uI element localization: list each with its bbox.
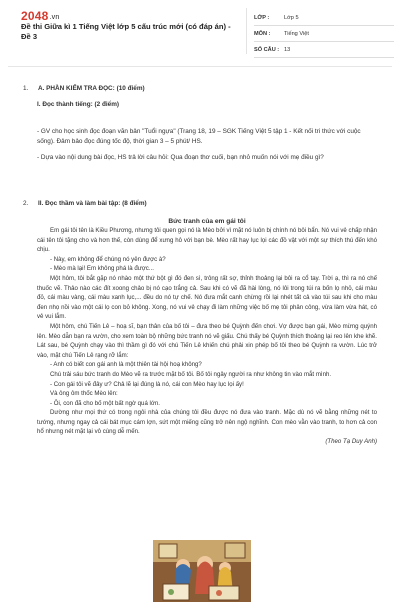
meta-value: Tiếng Việt [284,31,309,37]
story-paragraph: - Mèo mà lại! Em không phá là được... [50,265,154,273]
page-title: Đề thi Giữa kì 1 Tiếng Việt lớp 5 cấu trúc mới (có đáp án) - Đề 3 [21,22,231,41]
story-title: Bức tranh của em gái tôi [168,218,246,225]
story-paragraph: - Này, em không để chúng nó yên được à? [50,255,166,263]
logo-number: 2048 [21,9,49,23]
meta-row-subject [254,28,394,44]
story-text [37,226,377,447]
story-paragraph: Một hôm, chú Tiến Lê – hoạ sĩ, bạn thân của bố tôi – đưa theo bé Quỳnh đến chơi. Vợ được bạn gái, Mèo mừng quýnh lên. Mèo dẫn bạn ra vườn, cho xem toàn bộ những bức tranh nó vẽ giấu. Chú thấy bé Quỳnh thích thoảng lại reo lên khe khẽ. Lát sau, bé Quỳnh chạy vào thì thầm gì đó với chú Tiến Lê khiến chú phải xin phép bố tôi theo bé Quỳnh ra vườn. Lúc trở vào, mặt chú Tiến Lê rạng rỡ lắm: [37,322,377,359]
instruction-paragraph: - Dựa vào nội dung bài đọc, HS trả lời câu hỏi: Qua đoạn thơ cuối, bạn nhỏ muốn nói với mẹ điều gì? [37,154,324,161]
question-number: 2. [23,200,29,207]
meta-rule [254,57,394,58]
meta-info [254,12,394,60]
story-paragraph: Em gái tôi tên là Kiều Phương, nhưng tôi quen gọi nó là Mèo bởi vì mặt nó luôn bị chính nó bôi bẩn. Nó vui vẻ chấp nhận cái tên tôi tặng cho và hơn thế, còn dùng để xưng hô với bạn bè. Mèo rất hay lục lọi các đồ vật với một sự thích thú đến khó chịu. [37,227,377,254]
story-paragraph: - Ôi, con đã cho bố một bất ngờ quá lớn. [50,399,160,407]
section-heading: II. Đọc thầm và làm bài tập: (8 điểm) [38,200,147,207]
header-bottom-divider [8,66,392,67]
story-paragraph: - Anh có biết con gái anh là một thiên tài hội hoạ không? [50,361,202,369]
section-heading: A. PHẦN KIỂM TRA ĐỌC: (10 điểm) [38,85,145,92]
meta-rule [254,41,394,42]
header-divider [246,8,247,54]
meta-label: LỚP : [254,15,270,21]
story-paragraph: Chú trải sáu bức tranh do Mèo vẽ ra trước mặt bố tôi. Bố tôi ngây người ra như không tin vào mắt mình. [50,370,332,378]
question-number: 1. [23,85,29,92]
story-illustration [153,540,251,602]
meta-row-class [254,12,394,28]
meta-rule [254,25,394,26]
story-paragraph: - Con gái tôi vẽ đây ư? Chả lẽ lại đúng là nó, cái con Mèo hay lục lọi ấy! [50,380,244,388]
story-paragraph: Dường như mọi thứ có trong ngôi nhà của chúng tôi đều được nó đưa vào tranh. Mặc dù nó vẽ bằng những nét to tướng, nhưng ngay cả cái bát mục cám lợn, sứt một miếng cũng trở nên ngộ nghĩnh. Con mèo vằn vào tranh, to hơn cả con hổ nhưng nét mặt lại vô cùng dễ mến. [37,409,377,436]
story-paragraph: Và ông ôm thốc Mèo lên: [50,390,118,398]
logo-domain: .vn [49,14,60,21]
story-paragraph: Một hôm, tôi bắt gặp nó nhào một thứ bột gì đó đen sì, trông rất sợ, thỉnh thoảng lại bôi ra cổ tay. Trời ạ, thì ra nó chế thuốc vẽ. Thảo nào các đít xoong chảo bị nó cạo trắng cả. Sau khi có vẽ đã hài lòng, nó lôi trong túi ra bốn lọ nhỏ, cái màu đỏ, cái màu vàng, cái màu xanh lục,... đều do nó tự chế. Nó đưa mắt canh chừng rồi lại nhét tất cả vào túi sau khi cho màu đen nhọ nồi vào một cái lọ con bỏ không. Xong, nó vui vẻ chạy đi làm những việc bố mẹ tôi phân công, vừa làm vừa hát, có vẻ vui lắm. [37,274,377,321]
illustration-image [153,540,251,602]
subsection-heading: I. Đọc thành tiếng: (2 điểm) [37,101,120,108]
site-logo[interactable] [21,9,59,23]
meta-label: SỐ CÂU : [254,47,280,53]
meta-value: Lớp 5 [284,15,299,21]
instruction-paragraph: - GV cho học sinh đọc đoạn văn bản "Tuổi ngựa" (Trang 18, 19 – SGK Tiếng Việt 5 tập 1 - Kết nối tri thức với cuộc sống). Đảm bảo đọc đúng tốc độ, thời gian 3 – 5 phút/ HS. [37,128,361,145]
meta-label: MÔN : [254,31,271,37]
document-header [0,0,400,58]
meta-value: 13 [284,47,291,53]
story-credit: (Theo Tạ Duy Anh) [325,438,377,446]
meta-row-count [254,44,394,60]
